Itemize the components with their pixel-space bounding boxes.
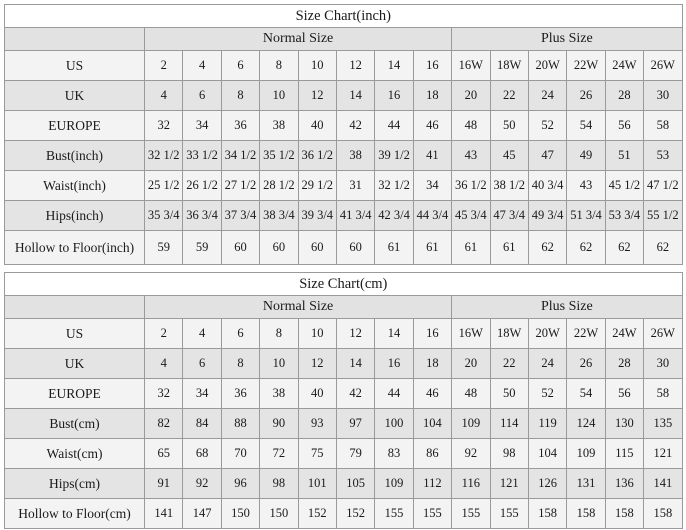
cell: 158 [528, 499, 566, 529]
row-label: Bust(cm) [5, 409, 145, 439]
table-row [5, 231, 683, 265]
cell: 104 [528, 439, 566, 469]
cell: 34 1/2 [221, 141, 259, 171]
cell: 44 [375, 111, 413, 141]
cell: 158 [605, 499, 643, 529]
cell: 32 [145, 379, 183, 409]
cell: 155 [490, 499, 528, 529]
group-header-blank [5, 296, 145, 319]
cell: 124 [567, 409, 605, 439]
cell: 43 [567, 171, 605, 201]
row-label: Bust(inch) [5, 141, 145, 171]
cell: 18 [413, 349, 451, 379]
table-row [5, 469, 683, 499]
row-label: Waist(inch) [5, 171, 145, 201]
cell: 12 [336, 319, 374, 349]
cell: 83 [375, 439, 413, 469]
cell: 24 [528, 349, 566, 379]
table-row [5, 379, 683, 409]
cell: 14 [336, 81, 374, 111]
table-row [5, 319, 683, 349]
cell: 121 [490, 469, 528, 499]
row-label: Hollow to Floor(inch) [5, 231, 145, 265]
cell: 38 [336, 141, 374, 171]
cell: 16W [452, 51, 490, 81]
cell: 86 [413, 439, 451, 469]
cell: 82 [145, 409, 183, 439]
cell: 70 [221, 439, 259, 469]
cell: 54 [567, 379, 605, 409]
cell: 119 [528, 409, 566, 439]
cell: 55 1/2 [644, 201, 683, 231]
cell: 49 [567, 141, 605, 171]
cell: 31 [336, 171, 374, 201]
cell: 16W [452, 319, 490, 349]
cell: 24W [605, 319, 643, 349]
cell: 61 [413, 231, 451, 265]
cell: 50 [490, 379, 528, 409]
cell: 38 3/4 [260, 201, 298, 231]
cell: 130 [605, 409, 643, 439]
cell: 52 [528, 379, 566, 409]
table-row [5, 349, 683, 379]
chart-title: Size Chart(inch) [5, 5, 683, 28]
cell: 126 [528, 469, 566, 499]
cell: 45 [490, 141, 528, 171]
cell: 47 1/2 [644, 171, 683, 201]
row-label: UK [5, 81, 145, 111]
cell: 26 [567, 81, 605, 111]
table-row [5, 171, 683, 201]
cell: 26W [644, 319, 683, 349]
row-label: Hips(inch) [5, 201, 145, 231]
cell: 46 [413, 111, 451, 141]
cell: 10 [260, 349, 298, 379]
cell: 32 1/2 [375, 171, 413, 201]
cell: 29 1/2 [298, 171, 336, 201]
cell: 30 [644, 349, 683, 379]
cell: 155 [375, 499, 413, 529]
cell: 39 3/4 [298, 201, 336, 231]
cell: 42 [336, 111, 374, 141]
cell: 2 [145, 51, 183, 81]
cell: 26 1/2 [183, 171, 221, 201]
cell: 8 [221, 81, 259, 111]
cell: 34 [413, 171, 451, 201]
cell: 44 3/4 [413, 201, 451, 231]
table-row [5, 499, 683, 529]
cell: 72 [260, 439, 298, 469]
cell: 75 [298, 439, 336, 469]
cell: 51 [605, 141, 643, 171]
cell: 25 1/2 [145, 171, 183, 201]
cell: 45 3/4 [452, 201, 490, 231]
row-label: Waist(cm) [5, 439, 145, 469]
cell: 155 [452, 499, 490, 529]
cell: 62 [605, 231, 643, 265]
cell: 56 [605, 379, 643, 409]
group-header-row [5, 28, 683, 51]
cell: 135 [644, 409, 683, 439]
cell: 54 [567, 111, 605, 141]
cell: 61 [490, 231, 528, 265]
cell: 92 [452, 439, 490, 469]
cell: 22W [567, 319, 605, 349]
cell: 51 3/4 [567, 201, 605, 231]
cell: 26 [567, 349, 605, 379]
row-label: EUROPE [5, 379, 145, 409]
cell: 115 [605, 439, 643, 469]
table-row [5, 439, 683, 469]
cell: 22 [490, 81, 528, 111]
cell: 36 [221, 379, 259, 409]
row-label: US [5, 319, 145, 349]
cell: 8 [260, 319, 298, 349]
cell: 18W [490, 319, 528, 349]
cell: 12 [298, 81, 336, 111]
cell: 16 [375, 349, 413, 379]
cell: 46 [413, 379, 451, 409]
cell: 16 [413, 319, 451, 349]
cell: 41 [413, 141, 451, 171]
row-label: EUROPE [5, 111, 145, 141]
chart-title: Size Chart(cm) [5, 273, 683, 296]
cell: 60 [260, 231, 298, 265]
cell: 65 [145, 439, 183, 469]
cell: 61 [452, 231, 490, 265]
cell: 42 [336, 379, 374, 409]
cell: 20W [528, 319, 566, 349]
cell: 150 [260, 499, 298, 529]
cell: 16 [375, 81, 413, 111]
cell: 121 [644, 439, 683, 469]
cell: 53 3/4 [605, 201, 643, 231]
cell: 93 [298, 409, 336, 439]
cell: 62 [528, 231, 566, 265]
cell: 27 1/2 [221, 171, 259, 201]
cell: 47 [528, 141, 566, 171]
cell: 40 3/4 [528, 171, 566, 201]
cell: 116 [452, 469, 490, 499]
chart-title-row [5, 5, 683, 28]
cell: 98 [490, 439, 528, 469]
cell: 61 [375, 231, 413, 265]
cell: 141 [644, 469, 683, 499]
cell: 91 [145, 469, 183, 499]
cell: 114 [490, 409, 528, 439]
cell: 38 [260, 379, 298, 409]
cell: 20 [452, 81, 490, 111]
table-row [5, 51, 683, 81]
table-row [5, 111, 683, 141]
cell: 6 [221, 319, 259, 349]
cell: 32 1/2 [145, 141, 183, 171]
cell: 8 [221, 349, 259, 379]
cell: 4 [145, 349, 183, 379]
cell: 109 [452, 409, 490, 439]
row-label: US [5, 51, 145, 81]
cell: 158 [567, 499, 605, 529]
cell: 104 [413, 409, 451, 439]
cell: 10 [298, 319, 336, 349]
cell: 90 [260, 409, 298, 439]
cell: 4 [183, 319, 221, 349]
cell: 62 [644, 231, 683, 265]
cell: 44 [375, 379, 413, 409]
cell: 14 [375, 51, 413, 81]
cell: 62 [567, 231, 605, 265]
cell: 79 [336, 439, 374, 469]
cell: 37 3/4 [221, 201, 259, 231]
cell: 4 [145, 81, 183, 111]
cell: 35 3/4 [145, 201, 183, 231]
cell: 38 1/2 [490, 171, 528, 201]
cell: 36 3/4 [183, 201, 221, 231]
cell: 59 [183, 231, 221, 265]
cell: 49 3/4 [528, 201, 566, 231]
cell: 58 [644, 379, 683, 409]
cell: 32 [145, 111, 183, 141]
cell: 150 [221, 499, 259, 529]
cell: 6 [221, 51, 259, 81]
cell: 33 1/2 [183, 141, 221, 171]
cell: 84 [183, 409, 221, 439]
cell: 22 [490, 349, 528, 379]
table-row [5, 141, 683, 171]
cell: 101 [298, 469, 336, 499]
cm-chart-wrapper [4, 272, 682, 529]
cell: 112 [413, 469, 451, 499]
cell: 6 [183, 349, 221, 379]
table-row [5, 201, 683, 231]
cell: 10 [260, 81, 298, 111]
cell: 155 [413, 499, 451, 529]
cell: 24W [605, 51, 643, 81]
cell: 109 [567, 439, 605, 469]
group-header-plus: Plus Size [452, 28, 682, 51]
cell: 60 [221, 231, 259, 265]
cell: 6 [183, 81, 221, 111]
cell: 40 [298, 379, 336, 409]
cell: 36 1/2 [452, 171, 490, 201]
cell: 48 [452, 111, 490, 141]
row-label: UK [5, 349, 145, 379]
cell: 131 [567, 469, 605, 499]
cell: 24 [528, 81, 566, 111]
cell: 28 [605, 81, 643, 111]
size-chart-cm [4, 272, 683, 529]
cell: 12 [298, 349, 336, 379]
cell: 59 [145, 231, 183, 265]
cell: 152 [298, 499, 336, 529]
cell: 18 [413, 81, 451, 111]
table-row [5, 81, 683, 111]
cell: 105 [336, 469, 374, 499]
cell: 28 1/2 [260, 171, 298, 201]
cell: 92 [183, 469, 221, 499]
cell: 43 [452, 141, 490, 171]
cell: 68 [183, 439, 221, 469]
cell: 147 [183, 499, 221, 529]
cell: 38 [260, 111, 298, 141]
cell: 98 [260, 469, 298, 499]
cell: 4 [183, 51, 221, 81]
table-row [5, 409, 683, 439]
cell: 16 [413, 51, 451, 81]
cell: 20W [528, 51, 566, 81]
cell: 36 1/2 [298, 141, 336, 171]
cell: 136 [605, 469, 643, 499]
cell: 22W [567, 51, 605, 81]
group-header-plus: Plus Size [452, 296, 682, 319]
group-header-blank [5, 28, 145, 51]
cell: 47 3/4 [490, 201, 528, 231]
cell: 100 [375, 409, 413, 439]
cell: 39 1/2 [375, 141, 413, 171]
cell: 152 [336, 499, 374, 529]
cell: 26W [644, 51, 683, 81]
cell: 52 [528, 111, 566, 141]
cell: 48 [452, 379, 490, 409]
inch-chart-wrapper [4, 4, 682, 265]
cell: 40 [298, 111, 336, 141]
cell: 35 1/2 [260, 141, 298, 171]
cell: 2 [145, 319, 183, 349]
cell: 56 [605, 111, 643, 141]
cell: 50 [490, 111, 528, 141]
cell: 97 [336, 409, 374, 439]
cell: 60 [336, 231, 374, 265]
cell: 10 [298, 51, 336, 81]
cell: 141 [145, 499, 183, 529]
chart-title-row [5, 273, 683, 296]
cell: 45 1/2 [605, 171, 643, 201]
cell: 53 [644, 141, 683, 171]
cell: 34 [183, 111, 221, 141]
cell: 109 [375, 469, 413, 499]
cell: 158 [644, 499, 683, 529]
cell: 14 [375, 319, 413, 349]
group-header-row [5, 296, 683, 319]
row-label: Hips(cm) [5, 469, 145, 499]
cell: 41 3/4 [336, 201, 374, 231]
size-chart-inch [4, 4, 683, 265]
cell: 60 [298, 231, 336, 265]
cell: 8 [260, 51, 298, 81]
cell: 18W [490, 51, 528, 81]
cell: 96 [221, 469, 259, 499]
cell: 58 [644, 111, 683, 141]
row-label: Hollow to Floor(cm) [5, 499, 145, 529]
cell: 14 [336, 349, 374, 379]
cell: 34 [183, 379, 221, 409]
group-header-normal: Normal Size [145, 28, 452, 51]
group-header-normal: Normal Size [145, 296, 452, 319]
cell: 36 [221, 111, 259, 141]
cell: 42 3/4 [375, 201, 413, 231]
cell: 20 [452, 349, 490, 379]
cell: 88 [221, 409, 259, 439]
cell: 28 [605, 349, 643, 379]
cell: 12 [336, 51, 374, 81]
cell: 30 [644, 81, 683, 111]
